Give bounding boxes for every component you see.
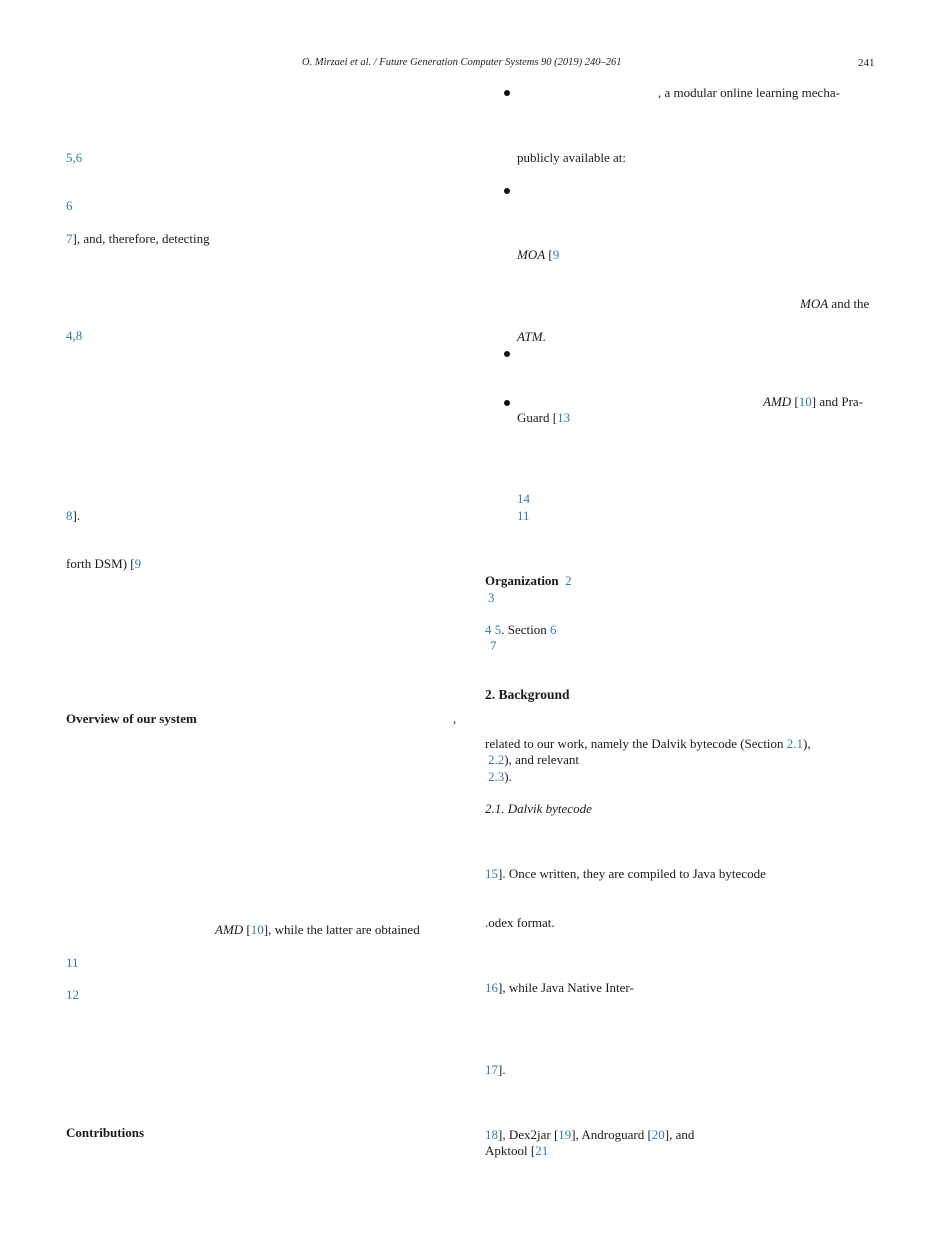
text-line: 16], while Java Native Inter-: [485, 980, 634, 995]
citation-link[interactable]: 5,6: [66, 150, 83, 165]
text-line: , a modular online learning mecha-: [658, 85, 840, 100]
citation-link[interactable]: 13: [557, 410, 571, 425]
bullet-icon: [504, 400, 510, 406]
text-line: related to our work, namely the Dalvik bytecode (Section 2.1),: [485, 736, 811, 751]
text-line: AMD [10], while the latter are obtained: [215, 922, 420, 937]
text-line: 2.2), and relevant: [488, 752, 579, 767]
citation-link[interactable]: 19: [558, 1127, 572, 1142]
section-heading: 2. Background: [485, 687, 570, 702]
text-line: 17].: [485, 1062, 506, 1077]
citation-link[interactable]: 11: [66, 955, 79, 970]
citation-link[interactable]: 7: [66, 231, 73, 246]
organization-line: [485, 573, 572, 589]
text-line: Apktool [21: [485, 1143, 549, 1158]
citation-link[interactable]: 11: [517, 508, 530, 523]
citation-link[interactable]: 4: [485, 622, 492, 637]
citation-link[interactable]: 9: [134, 556, 142, 571]
text-line: 4 5. Section 6: [485, 622, 557, 637]
subsection-heading: 2.1. Dalvik bytecode: [485, 801, 592, 816]
running-head: O. Mirzaei et al. / Future Generation Computer Systems 90 (2019) 240–261: [302, 57, 622, 68]
text-line: 8].: [66, 508, 81, 523]
text-line: 18], Dex2jar [19], Androguard [20], and: [485, 1127, 695, 1142]
citation-link[interactable]: 7: [490, 638, 497, 653]
text-line: publicly available at:: [517, 150, 627, 165]
citation-link[interactable]: 18: [485, 1127, 498, 1142]
citation-link[interactable]: 12: [66, 987, 79, 1002]
citation-link[interactable]: 10: [798, 394, 812, 409]
text-line: Guard [13: [517, 410, 571, 425]
citation-link[interactable]: 15: [485, 866, 498, 881]
paragraph-heading: Organization: [485, 573, 559, 588]
citation-link[interactable]: 21: [535, 1143, 549, 1158]
paragraph-heading: Overview of our system: [66, 711, 197, 726]
citation-link[interactable]: 14: [517, 491, 530, 506]
text-line: MOA and the: [800, 296, 870, 311]
citation-link[interactable]: 20: [651, 1127, 665, 1142]
citation-link[interactable]: 9: [552, 247, 560, 262]
text-line: MOA [9: [517, 247, 560, 262]
text-line: 15]. Once written, they are compiled to Java bytecode: [485, 866, 766, 881]
citation-link[interactable]: 6: [550, 622, 557, 637]
citation-link[interactable]: 17: [485, 1062, 498, 1077]
paragraph-heading: Contributions: [66, 1125, 145, 1140]
citation-link[interactable]: 16: [485, 980, 498, 995]
text-line: .odex format.: [485, 915, 555, 930]
punctuation: ,: [453, 711, 457, 726]
bullet-icon: [504, 188, 510, 194]
citation-link[interactable]: 2: [565, 573, 572, 588]
bullet-icon: [504, 90, 510, 96]
text-line: 7], and, therefore, detecting: [66, 231, 210, 246]
citation-link[interactable]: 8: [66, 508, 73, 523]
citation-link[interactable]: 5: [494, 622, 502, 637]
text-line: ATM.: [517, 329, 546, 344]
citation-link[interactable]: 10: [250, 922, 264, 937]
citation-link[interactable]: 3: [488, 590, 495, 605]
citation-link[interactable]: 4,8: [66, 328, 83, 343]
text-line: forth DSM) [9: [66, 556, 142, 571]
text-line: 2.3).: [488, 769, 512, 784]
section-link[interactable]: 2.2: [488, 752, 505, 767]
page-number: 241: [858, 57, 875, 69]
section-link[interactable]: 2.1: [786, 736, 804, 751]
text-line: AMD [10] and Pra-: [763, 394, 864, 409]
citation-link[interactable]: 6: [66, 198, 73, 213]
bullet-icon: [504, 351, 510, 357]
section-link[interactable]: 2.3: [488, 769, 505, 784]
